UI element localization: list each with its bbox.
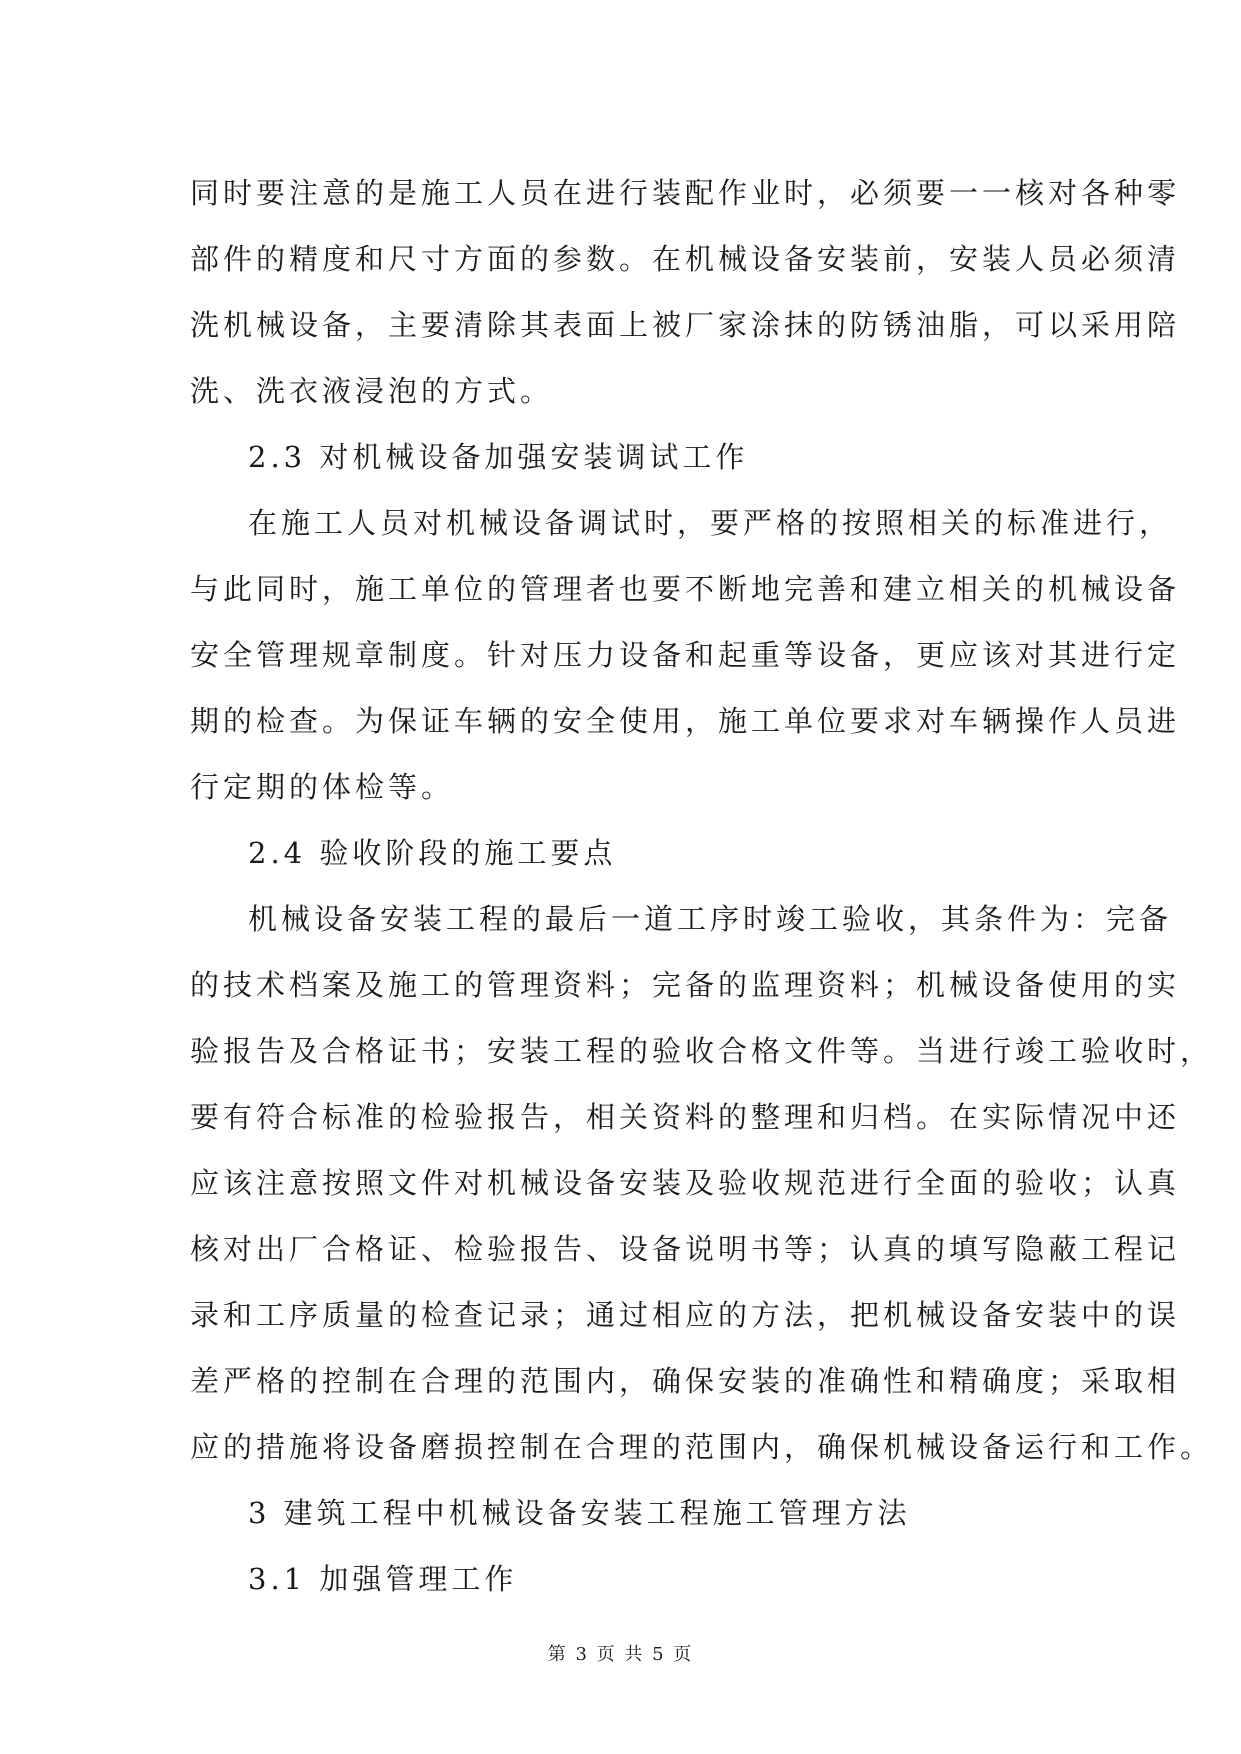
paragraph-line: 在施工人员对机械设备调试时，要严格的按照相关的标准进行， <box>248 506 1173 540</box>
paragraph-line: 与此同时，施工单位的管理者也要不断地完善和建立相关的机械设备 <box>190 572 1181 606</box>
section-heading-2-4: 2.4 验收阶段的施工要点 <box>248 836 617 870</box>
paragraph-line: 期的检查。为保证车辆的安全使用，施工单位要求对车辆操作人员进 <box>190 704 1181 738</box>
paragraph-line: 部件的精度和尺寸方面的参数。在机械设备安装前，安装人员必须清 <box>190 242 1181 276</box>
paragraph-line: 安全管理规章制度。针对压力设备和起重等设备，更应该对其进行定 <box>190 638 1181 672</box>
paragraph-line: 录和工序质量的检查记录；通过相应的方法，把机械设备安装中的误 <box>190 1298 1181 1332</box>
paragraph-line: 洗、洗衣液浸泡的方式。 <box>190 374 554 408</box>
paragraph-line: 行定期的体检等。 <box>190 770 455 804</box>
page-number: 第 3 页 共 5 页 <box>547 1644 694 1665</box>
section-heading-3-1: 3.1 加强管理工作 <box>248 1562 518 1596</box>
paragraph-line: 核对出厂合格证、检验报告、设备说明书等；认真的填写隐蔽工程记 <box>190 1232 1181 1266</box>
paragraph-line: 机械设备安装工程的最后一道工序时竣工验收，其条件为：完备 <box>248 902 1173 936</box>
paragraph-line: 同时要注意的是施工人员在进行装配作业时，必须要一一核对各种零 <box>190 176 1181 210</box>
document-body <box>190 160 1214 1612</box>
paragraph-line: 洗机械设备，主要清除其表面上被厂家涂抹的防锈油脂，可以采用陪 <box>190 308 1181 342</box>
section-heading-2-3: 2.3 对机械设备加强安装调试工作 <box>248 440 749 474</box>
paragraph-line: 的技术档案及施工的管理资料；完备的监理资料；机械设备使用的实 <box>190 968 1181 1002</box>
section-heading-3: 3 建筑工程中机械设备安装工程施工管理方法 <box>248 1496 911 1530</box>
paragraph-line: 应该注意按照文件对机械设备安装及验收规范进行全面的验收；认真 <box>190 1166 1181 1200</box>
paragraph-line: 要有符合标准的检验报告，相关资料的整理和归档。在实际情况中还 <box>190 1100 1181 1134</box>
paragraph-line: 验报告及合格证书；安装工程的验收合格文件等。当进行竣工验收时， <box>190 1034 1214 1068</box>
page-footer <box>0 1640 1241 1666</box>
paragraph-line: 差严格的控制在合理的范围内，确保安装的准确性和精确度；采取相 <box>190 1364 1181 1398</box>
paragraph-line: 应的措施将设备磨损控制在合理的范围内，确保机械设备运行和工作。 <box>190 1430 1214 1464</box>
